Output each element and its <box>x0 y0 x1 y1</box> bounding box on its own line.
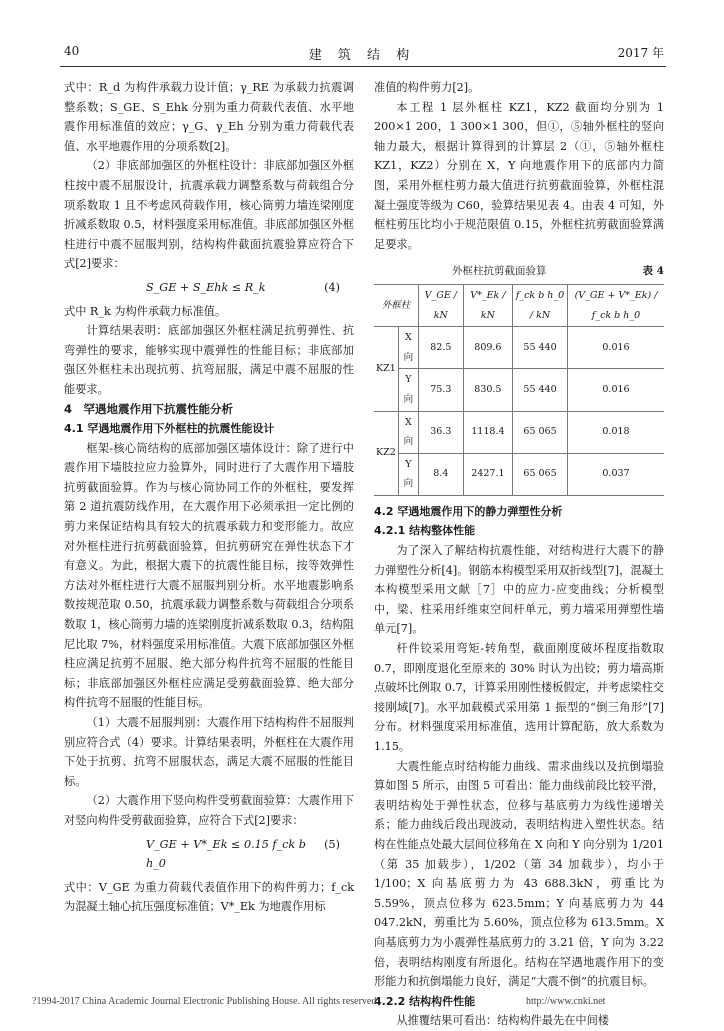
table-title: 外框柱抗剪截面验算 <box>452 265 547 278</box>
shear-check-table <box>374 284 664 496</box>
paragraph: （2）大震作用下竖向构件受剪截面验算：大震作用下对竖向构件受剪截面验算，应符合下式[2]要求： <box>64 794 354 827</box>
paragraph: 大震性能点时结构能力曲线、需求曲线以及抗倒塌验算如图 5 所示，由图 5 可看出：能力曲线前段比较平滑，表明结构处于弹性状态，位移与基底剪力为线性递增关系；能力曲线后段出现波动，表明结构进入塑性状态。结构在性能点处最大层间位移角在 X 向和 Y 向分别为 1/201（第 35 加载步），1/202（第 34 加载步），均小于 1/100；X 向基底剪力为 43 688.3kN，剪重比为 5.59%，顶点位移为 623.5mm；Y 向基底剪力为 44 047.2kN，剪重比为 5.60%，顶点位移为 613.5mm。X 向基底剪力为小震弹性基底剪力的 3.21 倍，Y 向为 3.22 倍，表明结构刚度有所退化。结构在罕遇地震作用下的变形能力和抗倒塌能力良好，满足“大震不倒”的抗震目标。 <box>374 759 664 989</box>
value-cell: 0.018 <box>567 411 664 453</box>
value-cell: 65 065 <box>513 453 568 495</box>
subsection-heading: 4.2 罕遇地震作用下的静力弹塑性分析 <box>374 504 563 518</box>
footer-link[interactable]: http://www.cnki.net <box>526 996 606 1007</box>
copyright-text: ?1994-2017 China Academic Journal Electronic Publishing House. All rights reserved. <box>32 996 379 1007</box>
paragraph: 从推覆结果可看出：结构构件最先在中间楼 <box>396 1014 609 1028</box>
equation-4 <box>64 276 354 300</box>
value-cell: 8.4 <box>418 453 463 495</box>
table-number: 表 4 <box>642 265 664 278</box>
value-cell: 0.016 <box>567 327 664 369</box>
value-cell: 2427.1 <box>463 453 512 495</box>
paragraph: 式中：V_GE 为重力荷载代表值作用下的构件剪力；f_ck 为混凝土轴心抗压强度标准值；V*_Ek 为地震作用标 <box>64 880 354 914</box>
header-cell: (V_GE + V*_Ek) / f_ck b h_0 <box>567 284 664 326</box>
left-column <box>64 78 354 917</box>
subsubsection-heading: 4.2.2 结构构件性能 <box>374 994 476 1008</box>
paragraph: 式中 R_k 为构件承载力标准值。 <box>64 304 227 318</box>
paragraph: 式中：R_d 为构件承载力设计值；γ_RE 为承载力抗震调整系数；S_GE、S_Ehk 分别为重力荷载代表值、水平地震作用标准值的效应；γ_G、γ_Eh 分别为重力荷载代表值、水平地震作用的分项系数[2]。 <box>64 81 354 153</box>
column-id-cell: KZ1 <box>374 327 398 411</box>
value-cell: 36.3 <box>418 411 463 453</box>
paragraph: 框架-核心筒结构的底部加强区墙体设计：除了进行中震作用下墙肢拉应力验算外，同时进行了大震作用下墙肢抗剪截面验算。作为与核心筒协同工作的外框柱，要发挥第 2 道抗震防线作用，在大震作用下必须承担一定比例的剪力来保证结构具有较大的抗震承载力和变形能力。故应对外框柱进行抗剪截面验算，但抗剪研究在弹性状态下才有意义。为此，根据大震下的抗震性能目标，按等效弹性方法对外框柱进行大震不屈服判别分析。水平地震影响系数按规范取 0.50，抗震承载力调整系数与荷载组合分项系数取 1，核心筒剪力墙的连梁刚度折减系数取 0.3，结构阻尼比取 7%，材料强度采用标准值。大震下底部加强区外框柱应满足抗剪不屈服、绝大部分构件抗弯不屈服的性能目标；非底部加强区外框柱应满足受剪截面验算、绝大部分构件抗弯不屈服的性能目标。 <box>64 441 354 710</box>
value-cell: 55 440 <box>513 327 568 369</box>
equation-body: V_GE + V*_Ek ≤ 0.15 f_ck b h_0 <box>146 837 306 871</box>
paragraph: 准值的构件剪力[2]。 <box>374 81 480 94</box>
paragraph: 计算结果表明：底部加强区外框柱满足抗剪弹性、抗弯弹性的要求，能够实现中震弹性的性能目标；非底部加强区外框柱未出现抗剪、抗弯屈服，满足中震不屈服的性能要求。 <box>64 324 354 396</box>
direction-cell: X 向 <box>398 327 418 369</box>
value-cell: 809.6 <box>463 327 512 369</box>
equation-number: (5) <box>324 837 340 851</box>
section-heading: 4 罕遇地震作用下抗震性能分析 <box>64 401 233 416</box>
table-row <box>374 411 664 453</box>
header-cell: V*_Ek / kN <box>463 284 512 326</box>
value-cell: 830.5 <box>463 369 512 411</box>
direction-cell: X 向 <box>398 411 418 453</box>
table-row <box>374 327 664 369</box>
equation-5 <box>64 833 354 876</box>
table-row <box>374 369 664 411</box>
table-row <box>374 453 664 495</box>
paragraph: 杆件铰采用弯矩-转角型，截面刚度破坏程度指数取 0.7，即刚度退化至原来的 30% 时认为出铰；剪力墙高斯点破坏比例取 0.7，计算采用刚性楼板假定，并考虑梁柱交接刚域[7]。水平加载模式采用第 1 振型的“倒三角形”[7]分布。材料强度采用标准值，选用计算配筋，放大系数为 1.15。 <box>374 642 664 753</box>
header-cell: f_ck b h_0 / kN <box>513 284 568 326</box>
header-cell: 外框柱 <box>374 284 418 326</box>
header-rule <box>60 66 666 67</box>
paragraph: （2）非底部加强区的外框柱设计：非底部加强区外框柱按中震不屈服设计，抗震承载力调整系数与荷载组合分项系数取 1 且不考虑风荷载作用，核心筒剪力墙连梁刚度折减系数取 0.5，材料强度采用标准值。非底部加强区外框柱进行中震不屈服判别，结构构件截面抗震验算应符合下式[2]要求： <box>64 159 354 271</box>
value-cell: 75.3 <box>418 369 463 411</box>
page-number: 40 <box>64 44 80 58</box>
subsection-heading: 4.1 罕遇地震作用下外框柱的抗震性能设计 <box>64 422 275 436</box>
header-cell: V_GE / kN <box>418 284 463 326</box>
value-cell: 0.016 <box>567 369 664 411</box>
value-cell: 1118.4 <box>463 411 512 453</box>
table-header-row <box>374 284 664 326</box>
subsubsection-heading: 4.2.1 结构整体性能 <box>374 524 476 538</box>
right-column <box>374 78 664 1031</box>
journal-title: 建 筑 结 构 <box>308 48 416 63</box>
paragraph: 本工程 1 层外框柱 KZ1，KZ2 截面均分别为 1 200×1 200，1 300×1 300，但①，⑤轴外框柱的竖向轴力最大，根据计算得到的计算层 2（①，⑤轴外框柱 KZ1，KZ2）分别在 X，Y 向地震作用下的底部内力简图，采用外框柱剪力最大值进行抗剪截面验算，外框柱混凝土强度等级为 C60，验算结果见表 4。由表 4 可知，外框柱剪压比均小于规范限值 0.15，外框柱抗剪截面验算满足要求。 <box>374 100 664 251</box>
equation-body: S_GE + S_Ehk ≤ R_k <box>146 280 266 294</box>
direction-cell: Y 向 <box>398 369 418 411</box>
equation-number: (4) <box>324 280 340 294</box>
issue-year: 2017 年 <box>617 46 664 60</box>
table-caption <box>374 262 664 282</box>
column-id-cell: KZ2 <box>374 411 398 495</box>
value-cell: 82.5 <box>418 327 463 369</box>
value-cell: 55 440 <box>513 369 568 411</box>
direction-cell: Y 向 <box>398 453 418 495</box>
paragraph: 为了深入了解结构抗震性能，对结构进行大震下的静力弹塑性分析[4]。钢筋本构模型采用双折线型[7]，混凝土本构模型采用文献［7］中的应力-应变曲线；分析模型中，梁、柱采用纤维束空间杆单元，剪力墙采用弹塑性墙单元[7]。 <box>374 544 664 636</box>
value-cell: 65 065 <box>513 411 568 453</box>
footer <box>32 996 712 1007</box>
paragraph: （1）大震不屈服判别：大震作用下结构构件不屈服判别应符合式（4）要求。计算结果表明，外框柱在大震作用下处于抗剪、抗弯不屈服状态，满足大震不屈服的性能目标。 <box>64 716 354 788</box>
value-cell: 0.037 <box>567 453 664 495</box>
